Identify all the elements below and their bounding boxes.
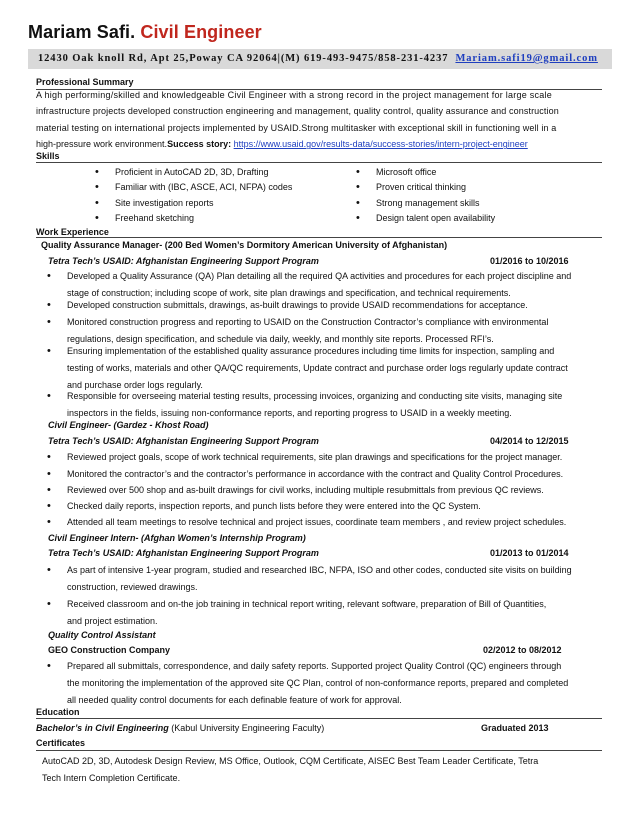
job-dates: 02/2012 to 08/2012: [483, 645, 562, 655]
job-bullet: [67, 658, 607, 708]
bullet-line: • Reviewed project goals, scope of work technical requirements, site plan drawings and specifications for the project manager.: [67, 452, 563, 462]
job-employer: Tetra Tech’s USAID: Afghanistan Engineering Support Program: [48, 548, 319, 558]
job-dates: 04/2014 to 12/2015: [490, 436, 569, 446]
summary-line: A high performing/skilled and knowledgeable Civil Engineer with a strong record in the project management for large scale: [36, 90, 553, 100]
bullet-line: • Prepared all submittals, correspondence, and daily safety reports. Supported project Quality Control (QC) engineers through: [67, 661, 562, 671]
bullet-line: and purchase order logs regularly.: [67, 379, 203, 390]
job-employer: Tetra Tech’s USAID: Afghanistan Engineering Support Program: [48, 256, 319, 266]
job-dates: 01/2016 to 10/2016: [490, 256, 569, 266]
job-bullet: [67, 498, 607, 515]
job-bullet: [67, 297, 607, 314]
bullet-line: and project estimation.: [67, 615, 158, 626]
job-role: Civil Engineer- (Gardez - Khost Road): [48, 420, 209, 430]
job-bullet: [67, 514, 607, 531]
job-title: Civil Engineer: [140, 22, 262, 42]
skill-item: • Site investigation reports: [115, 198, 214, 208]
job-role: Civil Engineer Intern- (Afghan Women’s Internship Program): [48, 533, 306, 543]
bullet-line: • Attended all team meetings to resolve technical and project issues, coordinate team members , and review project schedules.: [67, 517, 567, 527]
contact-info: 12430 Oak knoll Rd, Apt 25,Poway CA 92064|(M) 619-493-9475/858-231-4237: [38, 53, 449, 64]
certificates-text: [42, 753, 608, 786]
degree: Bachelor’s in Civil Engineering: [36, 723, 169, 733]
skills-divider: [36, 162, 602, 163]
certificate-line: AutoCAD 2D, 3D, Autodesk Design Review, MS Office, Outlook, CQM Certificate, AISEC Best Team Leader Certificate, Tetra: [42, 756, 539, 766]
job-role: Quality Assurance Manager- (200 Bed Women’s Dormitory American University of Afghanistan): [41, 240, 448, 250]
email-link[interactable]: Mariam.safi19@gmail.com: [455, 53, 598, 64]
bullet-line: • Monitored the contractor’s and the contractor’s performance in accordance with the contract and Quality Control Procedures.: [67, 469, 564, 479]
job-employer: GEO Construction Company: [48, 645, 171, 655]
job-dates: 01/2013 to 01/2014: [490, 548, 569, 558]
bullet-line: all needed quality control documents for each definable feature of work for approval.: [67, 694, 402, 705]
certificates-heading: Certificates: [36, 738, 86, 748]
bullet-line: • Received classroom and on-the job training in technical report writing, relevant software, preparation of Bill of Quantities,: [67, 599, 547, 609]
skill-item: • Familiar with (IBC, ASCE, ACI, NFPA) codes: [115, 182, 292, 192]
bullet-line: construction, reviewed drawings.: [67, 581, 198, 592]
success-story-label: Success story:: [167, 139, 232, 150]
summary-line: high-pressure work environment.: [36, 139, 168, 150]
bullet-line: • Developed a Quality Assurance (QA) Plan detailing all the required QA activities and procedures for each project discipline and: [67, 271, 572, 281]
summary-line: infrastructure projects developed construction engineering and management, quality control, quality assurance and construction: [36, 106, 559, 117]
bullet-line: the monitoring the implementation of the approved site QC Plan, control of non-conformance reports, prepared and completed: [67, 677, 569, 688]
certificates-divider: [36, 750, 602, 751]
skill-item: • Strong management skills: [376, 198, 480, 208]
summary-text: [36, 87, 602, 153]
person-name: Mariam Safi.: [28, 22, 136, 42]
job-bullet: [67, 482, 607, 499]
school: (Kabul University Engineering Faculty): [171, 723, 325, 733]
bullet-line: • As part of intensive 1-year program, studied and researched IBC, NFPA, ISO and other codes, conducted site visits on building: [67, 565, 572, 575]
certificate-line: Tech Intern Completion Certificate.: [42, 772, 181, 783]
job-bullet: [67, 343, 607, 393]
contact-bar: [28, 49, 612, 69]
bullet-line: testing of works, materials and other QA/QC requirements, Update contract and purchase order logs regularly update contract: [67, 362, 568, 373]
bullet-line: • Reviewed over 500 shop and as-built drawings for civil works, including multiple resubmittals from previous QC reviews.: [67, 485, 544, 495]
job-bullet: [67, 466, 607, 483]
job-role: Quality Control Assistant: [48, 630, 156, 640]
skill-item: • Freehand sketching: [115, 213, 194, 223]
skill-item: • Design talent open availability: [376, 213, 495, 223]
work-heading: Work Experience: [36, 227, 109, 237]
bullet-line: inspectors in the fields, issuing non-conformance reports, and reporting progress to USAID in a weekly meeting.: [67, 407, 512, 418]
job-bullet: [67, 449, 607, 466]
bullet-line: stage of construction; including scope of work, site plan drawings and specification, and technical requirements.: [67, 287, 511, 298]
graduation-date: Graduated 2013: [481, 723, 549, 733]
bullet-line: • Monitored construction progress and reporting to USAID on the Construction Contractor’s compliance with environmental: [67, 317, 549, 327]
skills-heading: Skills: [36, 151, 60, 161]
bullet-line: • Responsible for overseeing material testing results, processing invoices, organizing and conducting site visits, managing site: [67, 391, 563, 401]
summary-line: material testing on international projects implemented by USAID.Strong multitasker with exceptional skill in functioning well in a: [36, 122, 557, 133]
bullet-line: • Checked daily reports, inspection reports, and punch lists before they were entered into the QC System.: [67, 501, 481, 511]
success-story-link[interactable]: https://www.usaid.gov/results-data/success-stories/intern-project-engineer: [233, 139, 528, 150]
skill-item: • Proficient in AutoCAD 2D, 3D, Drafting: [115, 167, 269, 177]
summary-heading: Professional Summary: [36, 77, 134, 87]
bullet-line: regulations, design specification, and schedule via daily, weekly, and monthly site reports. Processed RFI’s.: [67, 333, 494, 344]
skill-item: • Microsoft office: [376, 167, 436, 177]
job-bullet: [67, 388, 607, 422]
job-bullet: [67, 562, 607, 596]
education-entry: [36, 723, 324, 733]
bullet-line: • Developed construction submittals, drawings, as-built drawings to provide USAID recommendations for acceptance.: [67, 300, 528, 310]
work-divider: [36, 237, 602, 238]
education-heading: Education: [36, 707, 80, 717]
skill-item: • Proven critical thinking: [376, 182, 466, 192]
resume-name: [28, 22, 262, 43]
job-employer: Tetra Tech’s USAID: Afghanistan Engineering Support Program: [48, 436, 319, 446]
bullet-line: • Ensuring implementation of the established quality assurance procedures including time limits for inspection, sampling and: [67, 346, 555, 356]
summary-last-line: [36, 136, 602, 152]
job-bullet: [67, 596, 607, 630]
education-divider: [36, 718, 602, 719]
